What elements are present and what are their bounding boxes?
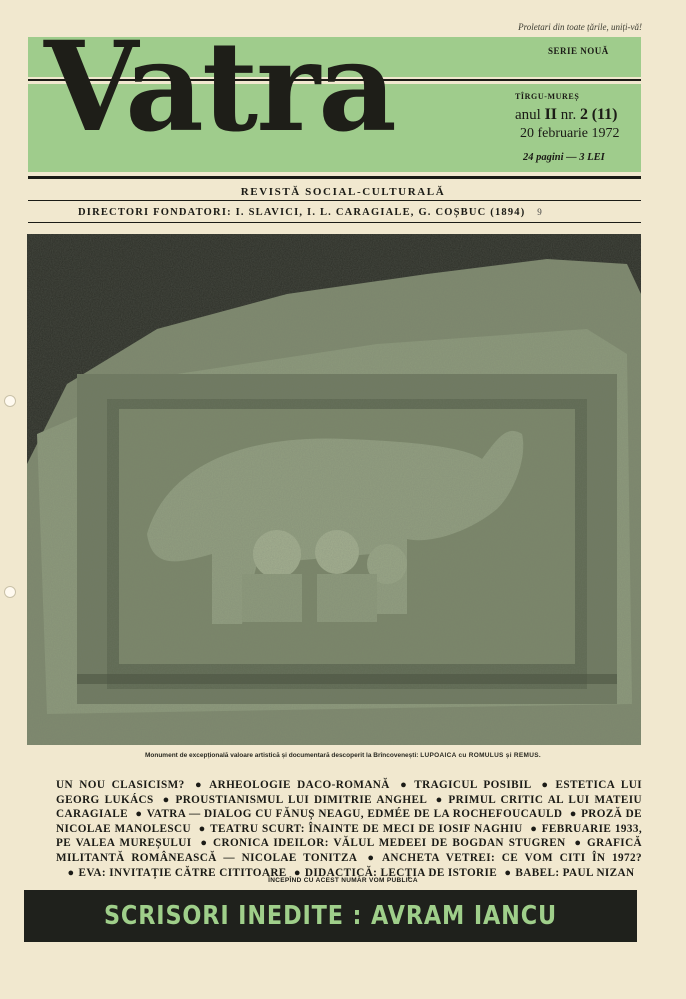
contents-item: ESTETICA LUI GEORG LUKÁCS (56, 779, 643, 806)
punch-hole (4, 586, 16, 598)
contents-item: TRAGICUL POSIBIL (414, 779, 531, 791)
bullet-separator: ● (200, 837, 209, 850)
contents-item: EVA: INVITAȚIE CĂTRE CITITOARE (78, 866, 287, 879)
punch-hole (4, 395, 16, 407)
bullet-separator: ● (162, 793, 172, 806)
bullet-separator: ● (569, 808, 578, 821)
subtitle: REVISTĂ SOCIAL-CULTURALĂ (240, 186, 446, 198)
contents-item: ANCHETA VETREI: CE VOM CITI ÎN 1972? (381, 851, 642, 864)
contents-list (56, 778, 642, 880)
caption-emphasis: LUPOAICA cu ROMULUS și REMUS. (420, 752, 542, 759)
bullet-separator: ● (198, 822, 207, 835)
contents-item: BABEL: PAUL NIZAN (515, 866, 635, 879)
issue-nr-label: nr. (560, 107, 577, 123)
issue-date: 20 februarie 1972 (520, 126, 620, 141)
contents-item: UN NOU CLASICISM? (56, 779, 185, 791)
series-label: SERIE NOUĂ (548, 46, 609, 56)
founders-mark: 9 (537, 207, 543, 217)
bullet-separator: ● (367, 851, 378, 864)
photo-caption (0, 752, 686, 759)
subtitle-rule (28, 200, 641, 201)
contents-item: PRIMUL CRITIC AL LUI MATEIU CARAGIALE (56, 793, 643, 821)
bullet-separator: ● (194, 779, 206, 791)
announcement: ÎNCEPÎND CU ACEST NUMĂR VOM PUBLICA (268, 877, 418, 884)
bullet-separator: ● (530, 822, 538, 835)
issue-year-label: anul (515, 107, 541, 123)
contents-item: CRONICA IDEILOR: VĂLUL MEDEEI DE BOGDAN STUGREN (212, 837, 566, 850)
masthead-motto: Proletari din toate țările, uniți-vă! (518, 22, 642, 32)
page-price: 24 pagini — 3 LEI (523, 152, 605, 163)
contents-item: TEATRU SCURT: ÎNAINTE DE MECI DE IOSIF NAGHIU (210, 822, 523, 835)
bullet-separator: ● (400, 779, 411, 791)
cover-photo (27, 234, 641, 745)
issue-nr: 2 (579, 106, 588, 123)
contents-item: VATRA — DIALOG CU FĂNUȘ NEAGU, EDMÉE DE LA ROCHEFOUCAULD (146, 808, 563, 821)
issue-year: II (544, 106, 558, 123)
relief-image (27, 234, 641, 745)
founders-line (78, 207, 543, 218)
founders-rule (28, 222, 641, 223)
issue-total: (11) (591, 106, 618, 123)
contents-item: GRAFICĂ MILITANTĂ ROMÂNEASCĂ — NICOLAE TONITZA (56, 837, 643, 864)
contents-item: FEBRUARIE 1933, PE VALEA MUREȘULUI (56, 822, 643, 850)
bullet-separator: ● (504, 866, 512, 879)
bullet-separator: ● (135, 808, 143, 821)
caption-text: Monument de excepțională valoare artistică și documentară descoperit la Brîncovenești: (144, 752, 421, 759)
feature-banner-text: SCRISORI INEDITE : AVRAM IANCU (103, 901, 558, 931)
city-label: TÎRGU-MUREȘ (515, 92, 580, 101)
bullet-separator: ● (67, 866, 75, 879)
bullet-separator: ● (541, 779, 552, 791)
publication-title: Vatra (44, 15, 395, 160)
contents-item: ARHEOLOGIE DACO-ROMANĂ (209, 779, 390, 791)
bullet-separator: ● (293, 866, 301, 879)
contents-item: DIDACTICĂ: LECȚIA DE ISTORIE (304, 866, 498, 879)
contents-item: PROZĂ DE NICOLAE MANOLESCU (56, 808, 643, 835)
bullet-separator: ● (574, 837, 584, 850)
contents-item: PROUSTIANISMUL LUI DIMITRIE ANGHEL (175, 793, 427, 806)
bullet-separator: ● (435, 793, 445, 806)
masthead-rule-bottom (28, 176, 641, 179)
founders-text: DIRECTORI FONDATORI: I. SLAVICI, I. L. CARAGIALE, G. COȘBUC (1894) (78, 207, 526, 218)
issue-number (515, 106, 617, 124)
